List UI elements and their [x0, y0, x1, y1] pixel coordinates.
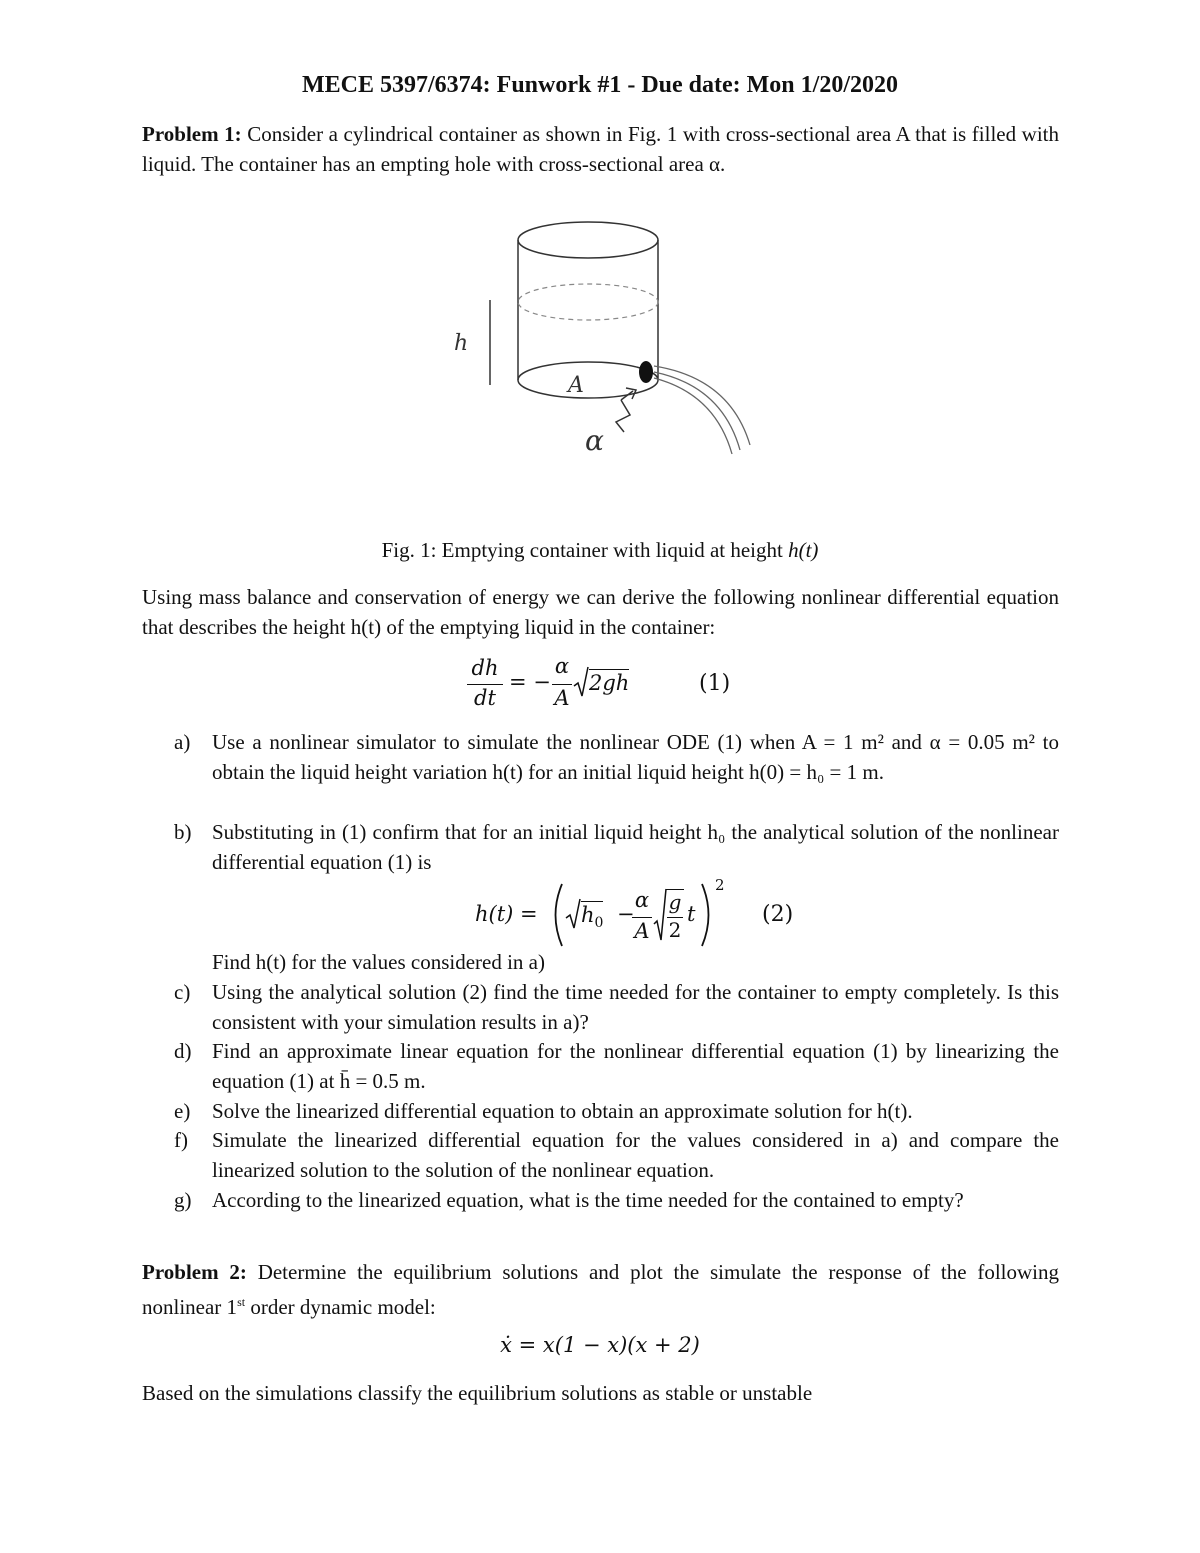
container-bottom	[518, 362, 658, 398]
equation-1: dh dt = − α A 2gh (1)	[465, 656, 765, 716]
figure-caption: Fig. 1: Emptying container with liquid at height h(t)	[381, 538, 819, 562]
container-figure	[440, 210, 770, 470]
empting-hole	[639, 361, 653, 383]
alpha-arrow	[616, 400, 630, 432]
problem2-closing: Based on the simulations classify the equilibrium solutions as stable or unstable	[142, 1381, 813, 1405]
liquid-surface	[518, 284, 658, 320]
equation-2: h(t) = $h_0$ − α A g 2 t 2 (2)	[475, 880, 815, 950]
container-top-rim	[518, 222, 658, 258]
list-item: a) Use a nonlinear simulator to simulate the nonlinear ODE (1) when A = 1 m² and α = 0.05 m² to obtain the liquid height variation h(t) for an initial liquid height h(0) = h₀ = 1 m.	[174, 730, 1059, 784]
label-A: A	[568, 373, 584, 398]
list-item: b) Substituting in (1) confirm that for an initial liquid height h₀ the analytical solution of the nonlinear differential equation (1) is	[174, 820, 1059, 874]
label-alpha: α	[585, 424, 604, 457]
problem1-intro-text: Consider a cylindrical container as shown in Fig. 1 with cross-sectional area A that is filled with liquid. The container has an empting hole with cross-sectional area α.	[142, 122, 1060, 176]
problem1-label: Problem 1:	[142, 122, 242, 146]
equation-1-number: (1)	[699, 671, 731, 696]
list-item: c) Using the analytical solution (2) find the time needed for the container to empty completely. Is this consistent with your simulation results in a)?	[174, 980, 1059, 1034]
page-title: MECE 5397/6374: Funwork #1 - Due date: Mon 1/20/2020	[302, 72, 898, 98]
list-item: d) Find an approximate linear equation for the nonlinear differential equation (1) by linearizing the equation (1) at h̄ = 0.5 m.	[174, 1039, 1059, 1093]
label-h: h	[454, 331, 469, 356]
find-line: Find h(t) for the values considered in a)	[212, 950, 545, 974]
problem2-intro: Problem 2: Determine the equilibrium solutions and plot the simulate the response of the following nonlinear 1st order dynamic model:	[142, 1260, 1060, 1319]
outflow-stream	[654, 366, 750, 445]
problem2-equation: ẋ = x(1 − x)(x + 2)	[500, 1333, 700, 1357]
problem1-intro	[142, 119, 1059, 179]
list-item: e) Solve the linearized differential equation to obtain an approximate solution for h(t).	[174, 1099, 913, 1123]
list-item: f) Simulate the linearized differential equation for the values considered in a) and compare the linearized solution to the solution of the nonlinear equation.	[174, 1128, 1059, 1182]
equation-2-number: (2)	[762, 902, 794, 927]
list-item: g) According to the linearized equation, what is the time needed for the contained to empty?	[174, 1188, 964, 1212]
derivation-text: Using mass balance and conservation of energy we can derive the following nonlinear differential equation that describes the height h(t) of the emptying liquid in the container:	[142, 585, 1059, 639]
caption-variable: h(t)	[788, 538, 819, 562]
problem2-label: Problem 2:	[142, 1260, 247, 1284]
